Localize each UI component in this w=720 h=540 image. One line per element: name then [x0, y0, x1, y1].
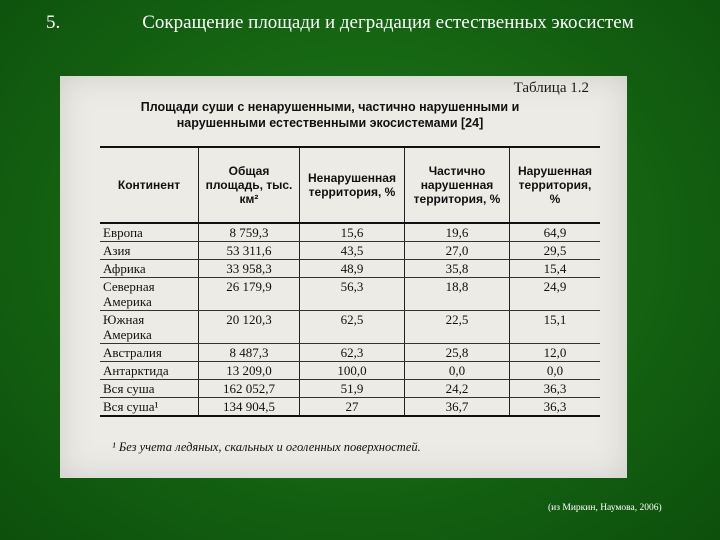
cell-total-area: 53 311,6: [199, 242, 300, 260]
cell-partially-disturbed: 36,7: [405, 398, 510, 417]
cell-disturbed: 15,1: [510, 311, 601, 344]
source-citation: (из Миркин, Наумова, 2006): [548, 503, 662, 513]
cell-undisturbed: 56,3: [300, 278, 405, 311]
cell-undisturbed: 43,5: [300, 242, 405, 260]
table-number-label: Таблица 1.2: [513, 80, 589, 96]
cell-total-area: 26 179,9: [199, 278, 300, 311]
cell-total-area: 134 904,5: [199, 398, 300, 417]
cell-total-area: 20 120,3: [199, 311, 300, 344]
land-area-table: [100, 146, 600, 417]
cell-continent: Южная Америка: [100, 311, 199, 344]
slide-title: Сокращение площади и деградация естественных экосистем: [142, 12, 634, 33]
table-row: [100, 242, 600, 260]
cell-continent: Европа: [100, 223, 199, 242]
header-partially-disturbed: Частично нарушенная территория, %: [405, 147, 510, 223]
cell-partially-disturbed: 25,8: [405, 344, 510, 362]
cell-undisturbed: 48,9: [300, 260, 405, 278]
cell-disturbed: 36,3: [510, 380, 601, 398]
cell-continent: Антарктида: [100, 362, 199, 380]
header-undisturbed: Ненарушенная территория, %: [300, 147, 405, 223]
cell-undisturbed: 62,5: [300, 311, 405, 344]
cell-undisturbed: 62,3: [300, 344, 405, 362]
cell-disturbed: 64,9: [510, 223, 601, 242]
table-caption: Площади суши с ненарушенными, частично нарушенными и нарушенными естественными экосистемами [24]: [140, 100, 520, 130]
cell-partially-disturbed: 0,0: [405, 362, 510, 380]
cell-total-area: 8 759,3: [199, 223, 300, 242]
cell-partially-disturbed: 19,6: [405, 223, 510, 242]
header-disturbed: Нарушенная территория, %: [510, 147, 601, 223]
cell-disturbed: 0,0: [510, 362, 601, 380]
cell-total-area: 33 958,3: [199, 260, 300, 278]
cell-disturbed: 24,9: [510, 278, 601, 311]
cell-continent: Вся суша¹: [100, 398, 199, 417]
header-total-area: Общая площадь, тыс. км²: [199, 147, 300, 223]
table-row: [100, 278, 600, 311]
cell-undisturbed: 51,9: [300, 380, 405, 398]
cell-partially-disturbed: 24,2: [405, 380, 510, 398]
table-row: [100, 380, 600, 398]
cell-continent: Азия: [100, 242, 199, 260]
table-row: [100, 344, 600, 362]
table-row: [100, 311, 600, 344]
scanned-table-image: [60, 76, 627, 478]
cell-partially-disturbed: 18,8: [405, 278, 510, 311]
cell-disturbed: 15,4: [510, 260, 601, 278]
cell-continent: Австралия: [100, 344, 199, 362]
cell-total-area: 13 209,0: [199, 362, 300, 380]
cell-total-area: 162 052,7: [199, 380, 300, 398]
cell-partially-disturbed: 27,0: [405, 242, 510, 260]
cell-disturbed: 36,3: [510, 398, 601, 417]
cell-undisturbed: 27: [300, 398, 405, 417]
slide-number: 5.: [46, 12, 61, 33]
cell-disturbed: 29,5: [510, 242, 601, 260]
cell-partially-disturbed: 35,8: [405, 260, 510, 278]
cell-total-area: 8 487,3: [199, 344, 300, 362]
cell-partially-disturbed: 22,5: [405, 311, 510, 344]
table-footnote: ¹ Без учета ледяных, скальных и оголенных поверхностей.: [112, 440, 421, 454]
table-header-row: [100, 147, 600, 223]
cell-continent: Северная Америка: [100, 278, 199, 311]
cell-disturbed: 12,0: [510, 344, 601, 362]
table-row: [100, 260, 600, 278]
table-row: [100, 223, 600, 242]
cell-undisturbed: 100,0: [300, 362, 405, 380]
table-row: [100, 362, 600, 380]
cell-continent: Вся суша: [100, 380, 199, 398]
cell-undisturbed: 15,6: [300, 223, 405, 242]
table-row: [100, 398, 600, 417]
header-continent: Континент: [100, 147, 199, 223]
cell-continent: Африка: [100, 260, 199, 278]
